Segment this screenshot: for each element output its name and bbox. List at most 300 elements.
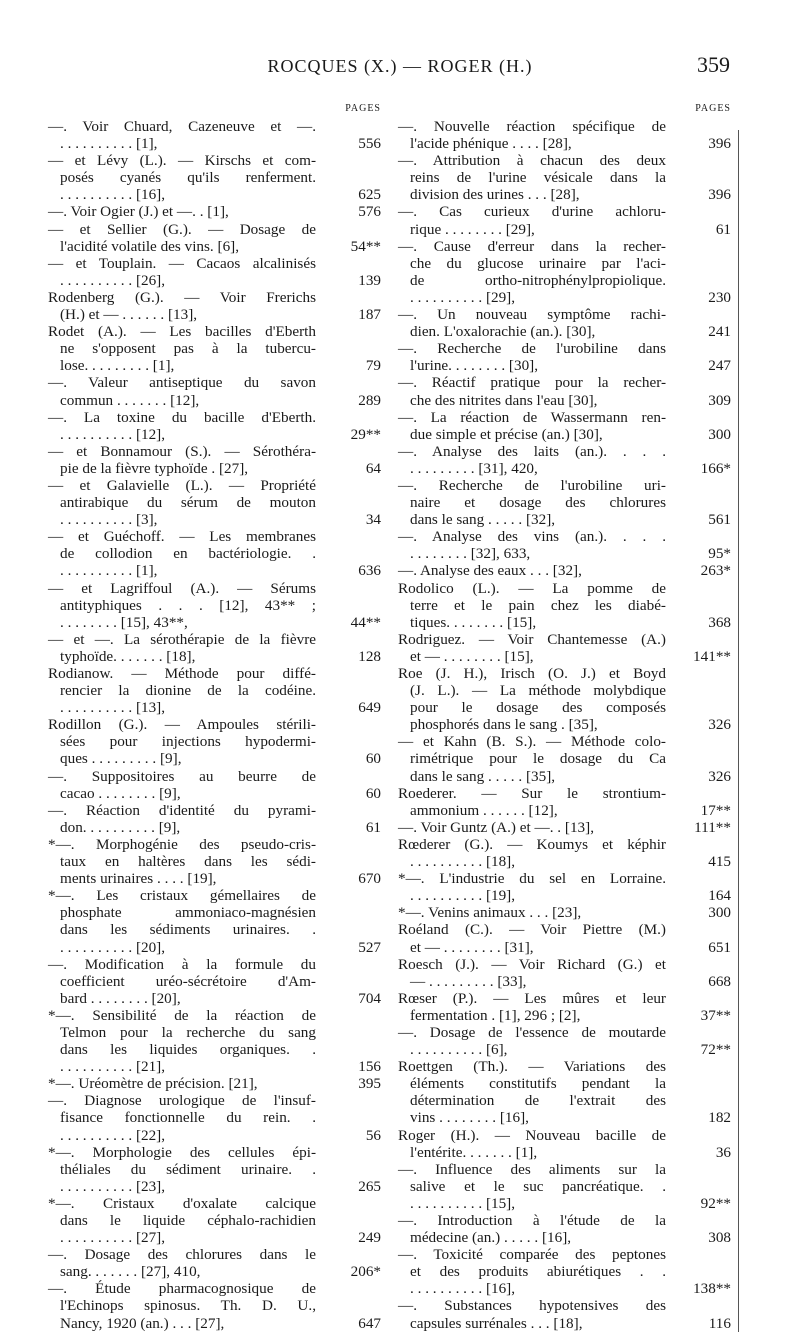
entry-line: Roederer. — Sur le strontium-	[398, 784, 666, 802]
entry-line: terre et le pain chez les diabé-	[410, 596, 666, 614]
entry-text	[48, 528, 316, 579]
index-entry	[398, 956, 733, 990]
index-entry	[48, 1144, 383, 1195]
entry-line: et — . . . . . . . . [31],	[410, 938, 534, 956]
entry-text	[48, 1246, 316, 1280]
index-entry	[398, 306, 733, 340]
entry-line: . . . . . . . . . . [1],	[60, 562, 158, 580]
entry-line: rique . . . . . . . . [29],	[410, 220, 535, 238]
index-entry	[48, 289, 383, 323]
entry-line: — et Lévy (L.). — Kirschs et com-	[48, 152, 316, 170]
entry-line: *—. Sensibilité de la réaction de	[48, 1006, 316, 1024]
entry-line: médecine (an.) . . . . . [16],	[410, 1229, 572, 1247]
index-entry	[48, 409, 383, 443]
entry-page-ref: 704	[358, 989, 381, 1007]
entry-page-ref: 625	[358, 186, 381, 204]
entry-line: Roettgen (Th.). — Variations des	[398, 1058, 666, 1076]
entry-line: —. Voir Guntz (A.) et —. . [13],	[398, 818, 595, 836]
index-entry	[48, 836, 383, 887]
entry-line: capsules surrénales . . . [18],	[410, 1314, 583, 1332]
entry-page-ref: 368	[708, 613, 731, 631]
entry-page-ref: 61	[715, 220, 731, 238]
index-entry	[398, 1246, 733, 1297]
entry-text	[398, 904, 666, 921]
entry-line: Roesch (J.). — Voir Richard (G.) et	[398, 955, 666, 973]
entry-line: Rodillon (G.). — Ampoules stérili-	[48, 716, 316, 734]
entry-line: —. La réaction de Wassermann ren-	[398, 408, 666, 426]
entry-line: coefficient uréo-sécrétoire d'Am-	[60, 972, 316, 990]
entry-line: *—. Morphologie des cellules épi-	[48, 1143, 316, 1161]
entry-line: —. Cause d'erreur dans la recher-	[398, 237, 666, 255]
entry-line: dans le sang . . . . . [32],	[410, 511, 556, 529]
index-entry	[48, 221, 383, 255]
entry-line: de ortho-nitrophénylpropiolique.	[410, 271, 666, 289]
entry-page-ref: 187	[358, 306, 381, 324]
entry-line: —. Suppositoires au beurre de	[48, 767, 316, 785]
entry-text	[48, 716, 316, 767]
entry-text	[48, 1092, 316, 1143]
entry-line: salive et le suc pancréatique. .	[410, 1177, 666, 1195]
entry-line: dans le liquide céphalo-rachidien	[60, 1212, 316, 1229]
entry-text	[398, 203, 666, 237]
entry-line: posés cyanés qu'ils renferment.	[60, 169, 316, 187]
entry-line: . . . . . . . . . . [19],	[410, 887, 516, 905]
index-entry	[48, 802, 383, 836]
index-entry	[48, 152, 383, 203]
entry-line: phosphate ammoniaco-magnésien	[60, 904, 316, 922]
entry-text	[398, 733, 666, 784]
index-entry	[398, 665, 733, 733]
entry-line: —. Nouvelle réaction spécifique de	[398, 118, 666, 135]
entry-page-ref: 116	[708, 1314, 731, 1332]
entry-line: . . . . . . . . . [31], 420,	[410, 459, 538, 477]
entry-line: l'Echinops spinosus. Th. D. U.,	[60, 1297, 316, 1315]
entry-text	[398, 1058, 666, 1126]
entry-line: Roe (J. H.), Irisch (O. J.) et Boyd	[398, 665, 666, 682]
entry-text	[398, 238, 666, 306]
entry-page-ref: 247	[708, 357, 731, 375]
index-entry	[398, 528, 733, 562]
entry-line: de collodion en bactériologie. .	[60, 545, 316, 563]
entry-line: — et Touplain. — Cacaos alcalinisés	[48, 254, 316, 272]
entry-text	[48, 323, 316, 374]
entry-page-ref: 265	[358, 1177, 381, 1195]
entry-page-ref: 95*	[708, 545, 731, 563]
entry-text	[48, 580, 316, 631]
entry-line: cacao . . . . . . . . [9],	[60, 784, 181, 802]
entry-line: . . . . . . . . . . [16],	[410, 1280, 516, 1298]
entry-text	[48, 255, 316, 289]
index-entry	[48, 323, 383, 374]
entry-text	[398, 870, 666, 904]
index-entry	[398, 785, 733, 819]
entry-page-ref: 241	[708, 323, 731, 341]
entry-line: phosphorés dans le sang . [35],	[410, 716, 598, 734]
entry-line: —. Voir Chuard, Cazeneuve et —.	[48, 118, 316, 135]
entry-text	[398, 374, 666, 408]
entry-line: l'acide phénique . . . . [28],	[410, 135, 572, 153]
index-entry	[48, 1280, 383, 1331]
entry-text	[398, 956, 666, 990]
entry-line: . . . . . . . . . . [12],	[60, 425, 166, 443]
entry-line: et — . . . . . . . . [15],	[410, 647, 534, 665]
entry-line: —. Dosage des chlorures dans le	[48, 1246, 316, 1264]
entry-line: . . . . . . . . . . [1],	[60, 135, 158, 153]
entry-line: . . . . . . . . . . [3],	[60, 511, 158, 529]
entry-line: —. Recherche de l'urobiline dans	[398, 340, 666, 358]
entry-text	[48, 887, 316, 955]
entry-line: éléments constitutifs pendant la	[410, 1075, 666, 1093]
entry-line: don. . . . . . . . . . [9],	[60, 818, 181, 836]
entry-page-ref: 670	[358, 870, 381, 888]
entry-line: vins . . . . . . . . [16],	[410, 1109, 529, 1127]
entry-list	[398, 118, 733, 1332]
entry-line: et des produits abiurétiques . .	[410, 1263, 666, 1281]
entry-line: —. Toxicité comparée des peptones	[398, 1246, 666, 1264]
entry-page-ref: 308	[708, 1229, 731, 1247]
index-entry	[398, 152, 733, 203]
entry-text	[398, 443, 666, 477]
entry-line: pour le dosage des composés	[410, 699, 666, 717]
entry-text	[48, 768, 316, 802]
entry-page-ref: 182	[708, 1109, 731, 1127]
entry-line: . . . . . . . . . . [18],	[410, 853, 516, 871]
index-entry	[398, 1297, 733, 1331]
index-entry	[398, 118, 733, 152]
page-header	[0, 52, 800, 82]
entry-page-ref: 668	[708, 972, 731, 990]
index-entry	[398, 921, 733, 955]
entry-line: —. Dosage de l'essence de moutarde	[398, 1023, 666, 1041]
entry-page-ref: 326	[708, 716, 731, 734]
entry-line: dien. L'oxalorachie (an.). [30],	[410, 323, 596, 341]
entry-line: rimétrique pour le dosage du Ca	[410, 750, 666, 768]
entry-page-ref: 61	[365, 818, 381, 836]
entry-line: che des nitrites dans l'eau [30],	[410, 391, 598, 409]
entry-line: — et Galavielle (L.). — Propriété	[48, 476, 316, 494]
entry-list	[48, 118, 383, 1332]
entry-line: typhoïde. . . . . . . [18],	[60, 647, 196, 665]
entry-line: —. Recherche de l'urobiline uri-	[398, 476, 666, 494]
entry-line: Roger (H.). — Nouveau bacille de	[398, 1126, 666, 1144]
entry-line: . . . . . . . . [15], 43**,	[60, 613, 188, 631]
entry-page-ref: 64	[365, 459, 381, 477]
entry-page-ref: 60	[365, 750, 381, 768]
index-entry	[398, 1024, 733, 1058]
entry-text	[398, 819, 666, 836]
entry-line: . . . . . . . . . . [26],	[60, 271, 166, 289]
entry-line: . . . . . . . . . . [20],	[60, 938, 166, 956]
index-entry	[48, 528, 383, 579]
entry-page-ref: 556	[358, 135, 381, 153]
entry-text	[398, 665, 666, 733]
index-entry	[48, 1195, 383, 1246]
entry-line: Rœser (P.). — Les mûres et leur	[398, 989, 666, 1007]
entry-page-ref: 396	[708, 135, 731, 153]
entry-page-ref: 54**	[350, 237, 381, 255]
entry-line: —. Cas curieux d'urine achloru-	[398, 203, 666, 221]
entry-line: tiques. . . . . . . . [15],	[410, 613, 537, 631]
entry-line: — . . . . . . . . . [33],	[410, 972, 527, 990]
entry-text	[398, 477, 666, 528]
index-entry	[48, 477, 383, 528]
index-entry	[398, 443, 733, 477]
entry-page-ref: 37**	[700, 1006, 731, 1024]
index-entry	[48, 1007, 383, 1075]
entry-line: commun . . . . . . . [12],	[60, 391, 200, 409]
entry-line: l'urine. . . . . . . . [30],	[410, 357, 539, 375]
entry-line: sées pour injections hypodermi-	[60, 733, 316, 751]
index-entry	[398, 990, 733, 1024]
entry-line: . . . . . . . . . . [29],	[410, 288, 516, 306]
entry-line: —. Analyse des laits (an.). . . .	[398, 442, 666, 460]
entry-text	[398, 306, 666, 340]
entry-line: ments urinaires . . . . [19],	[60, 870, 217, 888]
entry-text	[48, 477, 316, 528]
entry-line: . . . . . . . . . . [13],	[60, 699, 166, 717]
entry-line: due simple et précise (an.) [30],	[410, 425, 603, 443]
entry-line: théliales du sédiment urinaire. .	[60, 1160, 316, 1178]
entry-text	[48, 221, 316, 255]
index-entry	[48, 203, 383, 220]
entry-text	[48, 152, 316, 203]
entry-line: — et Guéchoff. — Les membranes	[48, 528, 316, 546]
entry-line: antityphiques . . . [12], 43** ;	[60, 596, 316, 614]
entry-line: . . . . . . . . . . [16],	[60, 186, 166, 204]
entry-text	[48, 374, 316, 408]
index-entry	[398, 238, 733, 306]
entry-line: —. Attribution à chacun des deux	[398, 152, 666, 170]
running-title: ROCQUES (X.) — ROGER (H.)	[267, 56, 533, 76]
entry-line: Roéland (C.). — Voir Piettre (M.)	[398, 921, 666, 939]
entry-line: l'entérite. . . . . . . [1],	[410, 1143, 538, 1161]
entry-page-ref: 164	[708, 887, 731, 905]
entry-text	[48, 802, 316, 836]
entry-line: Rodenberg (G.). — Voir Frerichs	[48, 288, 316, 306]
index-entry	[398, 203, 733, 237]
entry-page-ref: 249	[358, 1229, 381, 1247]
index-column-left	[48, 100, 383, 1332]
entry-line: reins de l'urine vésicale dans la	[410, 169, 666, 187]
entry-line: . . . . . . . . [32], 633,	[410, 545, 531, 563]
index-column-right	[398, 100, 733, 1332]
entry-line: dans le sang . . . . . [35],	[410, 767, 556, 785]
entry-text	[48, 956, 316, 1007]
entry-line: (J. L.). — La méthode molybdique	[410, 682, 666, 700]
entry-page-ref: 34	[365, 511, 381, 529]
index-entry	[48, 118, 383, 152]
entry-line: — et Lagriffoul (A.). — Sérums	[48, 579, 316, 597]
entry-page-ref: 79	[365, 357, 381, 375]
index-entry	[48, 443, 383, 477]
entry-line: rencier la dionine de la codéine.	[60, 682, 316, 700]
entry-line: Nancy, 1920 (an.) . . . [27],	[60, 1314, 225, 1332]
entry-page-ref: 326	[708, 767, 731, 785]
page-number: 359	[697, 52, 730, 77]
entry-line: Rodianow. — Méthode pour diffé-	[48, 665, 316, 682]
index-entry	[398, 340, 733, 374]
entry-line: Telmon pour la recherche du sang	[60, 1023, 316, 1041]
entry-line: sang. . . . . . . [27], 410,	[60, 1263, 201, 1281]
entry-page-ref: 36	[715, 1143, 731, 1161]
entry-text	[398, 340, 666, 374]
entry-page-ref: 166*	[700, 459, 731, 477]
entry-line: fermentation . [1], 296 ; [2],	[410, 1006, 581, 1024]
entry-text	[398, 785, 666, 819]
index-entry	[48, 1075, 383, 1092]
entry-line: détermination de l'extrait des	[410, 1092, 666, 1110]
entry-text	[398, 1127, 666, 1161]
entry-line: Rodolico (L.). — La pomme de	[398, 579, 666, 597]
entry-page-ref: 300	[708, 425, 731, 443]
entry-text	[48, 1144, 316, 1195]
entry-line: — et —. La sérothérapie de la fièvre	[48, 630, 316, 648]
index-entry	[48, 665, 383, 716]
entry-page-ref: 56	[365, 1126, 381, 1144]
entry-text	[48, 289, 316, 323]
entry-line: che du glucose urinaire par l'aci-	[410, 254, 666, 272]
entry-line: dans les liquides organiques. .	[60, 1041, 316, 1059]
index-entry	[48, 255, 383, 289]
index-entry	[398, 477, 733, 528]
entry-text	[48, 443, 316, 477]
index-entry	[398, 562, 733, 579]
entry-line: . . . . . . . . . . [22],	[60, 1126, 166, 1144]
index-entry	[398, 1058, 733, 1126]
entry-page-ref: 651	[708, 938, 731, 956]
entry-line: division des urines . . . [28],	[410, 186, 580, 204]
entry-text	[398, 631, 666, 665]
index-entry	[48, 631, 383, 665]
entry-line: antirabique du sérum de mouton	[60, 494, 316, 512]
entry-page-ref: 139	[358, 271, 381, 289]
entry-page-ref: 206*	[350, 1263, 381, 1281]
entry-page-ref: 527	[358, 938, 381, 956]
entry-line: ammonium . . . . . . [12],	[410, 801, 558, 819]
entry-page-ref: 60	[365, 784, 381, 802]
entry-page-ref: 141**	[693, 647, 731, 665]
entry-line: lose. . . . . . . . . [1],	[60, 357, 175, 375]
entry-page-ref: 29**	[350, 425, 381, 443]
index-entry	[398, 1212, 733, 1246]
entry-line: . . . . . . . . . . [27],	[60, 1229, 166, 1247]
entry-line: *—. L'industrie du sel en Lorraine.	[398, 870, 666, 888]
entry-page-ref: 72**	[700, 1041, 731, 1059]
entry-line: *—. Morphogénie des pseudo-cris-	[48, 835, 316, 853]
index-entry	[48, 1092, 383, 1143]
entry-page-ref: 44**	[350, 613, 381, 631]
entry-text	[398, 409, 666, 443]
index-entry	[398, 1127, 733, 1161]
index-entry	[48, 887, 383, 955]
entry-text	[48, 665, 316, 716]
entry-line: —. Étude pharmacognosique de	[48, 1280, 316, 1298]
entry-text	[48, 1280, 316, 1331]
entry-page-ref: 92**	[700, 1194, 731, 1212]
entry-line: pie de la fièvre typhoïde . [27],	[60, 459, 249, 477]
entry-line: —. Substances hypotensives des	[398, 1297, 666, 1315]
entry-line: —. Modification à la formule du	[48, 955, 316, 973]
entry-line: Rœderer (G.). — Koumys et képhir	[398, 835, 666, 853]
entry-line: ne s'opposent pas à la tubercu-	[60, 340, 316, 358]
entry-line: Rodet (A.). — Les bacilles d'Eberth	[48, 323, 316, 341]
entry-page-ref: 230	[708, 288, 731, 306]
index-entry	[398, 819, 733, 836]
index-entry	[48, 580, 383, 631]
entry-page-ref: 309	[708, 391, 731, 409]
entry-line: —. Analyse des eaux . . . [32],	[398, 562, 582, 580]
entry-page-ref: 300	[708, 904, 731, 922]
entry-text	[398, 1161, 666, 1212]
entry-text	[398, 562, 666, 579]
entry-text	[48, 203, 316, 220]
entry-line: —. Voir Ogier (J.) et —. . [1],	[48, 203, 229, 221]
entry-page-ref: 395	[358, 1075, 381, 1093]
index-entry	[398, 409, 733, 443]
entry-line: Rodriguez. — Voir Chantemesse (A.)	[398, 630, 666, 648]
entry-page-ref: 17**	[700, 801, 731, 819]
index-entry	[398, 580, 733, 631]
entry-line: —. Un nouveau symptôme rachi-	[398, 306, 666, 324]
index-entry	[48, 374, 383, 408]
entry-line: —. Valeur antiseptique du savon	[48, 374, 316, 392]
entry-text	[398, 921, 666, 955]
entry-line: —. Influence des aliments sur la	[398, 1160, 666, 1178]
entry-text	[398, 1212, 666, 1246]
entry-text	[48, 118, 316, 152]
index-entry	[398, 631, 733, 665]
entry-line: dans les sédiments urinaires. .	[60, 921, 316, 939]
entry-page-ref: 649	[358, 699, 381, 717]
entry-line: —. La toxine du bacille d'Eberth.	[48, 408, 316, 426]
entry-text	[48, 836, 316, 887]
entry-line: *—. Les cristaux gémellaires de	[48, 887, 316, 905]
entry-line: —. Réactif pratique pour la recher-	[398, 374, 666, 392]
index-entry	[398, 870, 733, 904]
entry-line: —. Réaction d'identité du pyrami-	[48, 801, 316, 819]
entry-page-ref: 636	[358, 562, 381, 580]
entry-text	[48, 1007, 316, 1075]
entry-page-ref: 289	[358, 391, 381, 409]
entry-line: taux en haltères dans les sédi-	[60, 853, 316, 871]
entry-text	[48, 631, 316, 665]
entry-text	[398, 528, 666, 562]
index-entry	[48, 1246, 383, 1280]
entry-page-ref: 128	[358, 647, 381, 665]
entry-page-ref: 263*	[700, 562, 731, 580]
entry-line: bard . . . . . . . . [20],	[60, 989, 181, 1007]
index-entry	[48, 716, 383, 767]
entry-page-ref: 647	[358, 1314, 381, 1332]
index-entry	[398, 836, 733, 870]
entry-page-ref: 156	[358, 1058, 381, 1076]
entry-page-ref: 576	[358, 203, 381, 221]
page-ref-divider	[738, 130, 739, 1332]
entry-text	[398, 580, 666, 631]
entry-text	[398, 836, 666, 870]
entry-line: . . . . . . . . . . [15],	[410, 1194, 516, 1212]
entry-line: —. Diagnose urologique de l'insuf-	[48, 1092, 316, 1110]
entry-line: l'acidité volatile des vins. [6],	[60, 237, 240, 255]
entry-line: — et Kahn (B. S.). — Méthode colo-	[398, 733, 666, 751]
entry-line: . . . . . . . . . . [21],	[60, 1058, 166, 1076]
index-entry	[48, 768, 383, 802]
entry-page-ref: 396	[708, 186, 731, 204]
index-entry	[48, 956, 383, 1007]
entry-text	[48, 1075, 316, 1092]
entry-line: —. Introduction à l'étude de la	[398, 1212, 666, 1229]
entry-line: —. Analyse des vins (an.). . . .	[398, 528, 666, 546]
